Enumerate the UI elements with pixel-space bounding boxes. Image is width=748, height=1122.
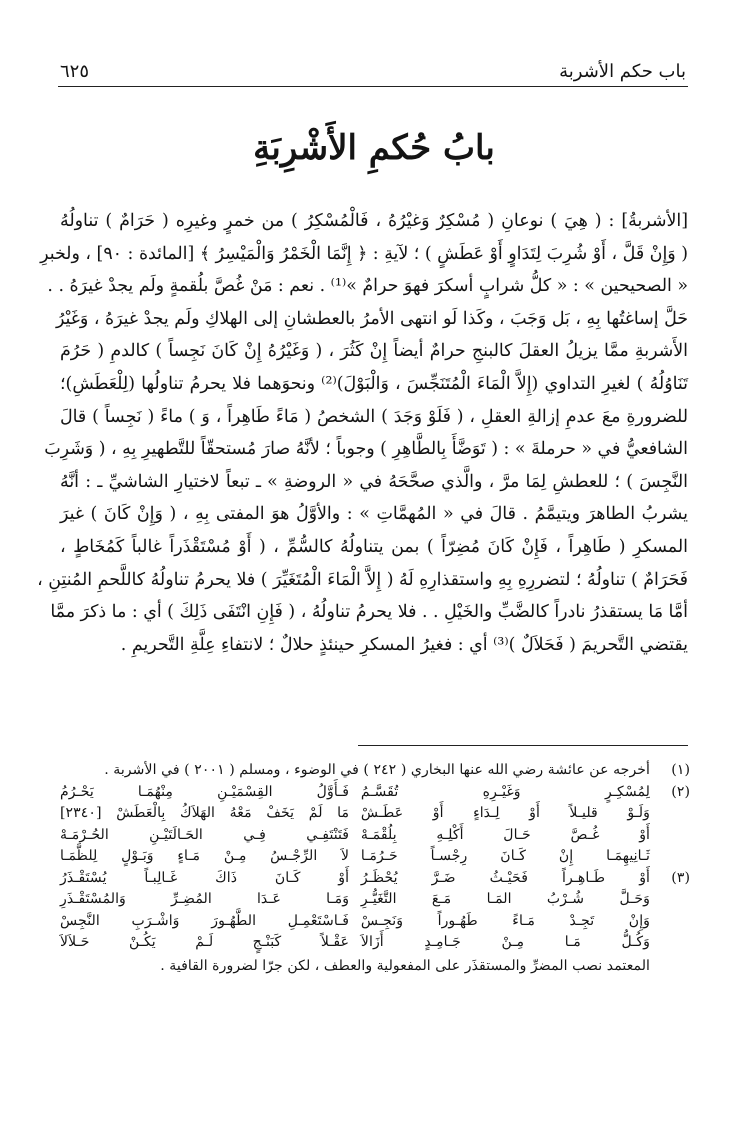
text-line: للضرورةِ معَ عدمِ إزالةِ العقلِ ، ( فَلَوْ وَجَدَ ) الشخصُ ( مَاءً طَاهِراً ، وَ ) ماءً ( نَجِساً ) قالَ	[60, 406, 688, 427]
verse-line	[60, 825, 650, 847]
verse-block	[60, 782, 650, 868]
text-line: المسكرِ ( طَاهِراً ، فَإِنْ كَانَ مُضِرّاً ) بمن يتناولُهُ كالسُّمِّ ، ( أَوْ مُسْتَقْذَراً غالباً كَمُخَاطٍ ،	[60, 536, 688, 557]
footnote-number: (٣)	[671, 869, 690, 886]
verse-hemistich: وَكُـلُّ مَـا مِـنْ جَـامِـدٍ أَزَالاَ	[360, 934, 650, 950]
text-line: [الأشربةُ] : ( هِيَ ) نوعانِ ( مُسْكِرٌ وَغيْرُهُ ، فَالْمُسْكِرُ ) من خمرٍ وغيرِه ( حَرَامٌ ) تناولُهُ	[60, 211, 688, 231]
verse-line	[60, 803, 650, 825]
text-line: الشافعيُّ في « حرملةَ » : ( تَوَضَّأَ بِالطَّاهِرِ ) وجوباً ؛ لأنَّهُ صارَ مُستحقّاً للتَّطهيرِ بِهِ ، ( وَشَرِبَ	[44, 439, 688, 460]
text-line: يشربُ الطاهرَ ويتيمَّمُ . قالَ في « المُهمَّاتِ » : والأوَّلُ هوَ المفتى بِهِ ، ( وَإِنْ كَانَ ) غيرَ	[60, 504, 688, 525]
verse-line	[60, 782, 650, 804]
text-line: يقتضي التَّحريمَ ( فَحَلاَلٌ )⁽³⁾ أي : فغيرُ المسكرِ حينئذٍ حلالٌ ؛ لانتفاءِ عِلَّةِ التَّحريمِ .	[120, 634, 688, 655]
verse-line	[60, 846, 650, 868]
text-line: النَّجِسَ ) ؛ للعطشِ لِمَا مرَّ ، والَّذي صحَّحَهُ في « الروضةِ » ـ تبعاً لاختيارِ الشاشيِّ ـ : أنَّهُ	[60, 471, 688, 492]
text-line: الأَشربةِ ممَّا يزيلُ العقلَ كالبنجِ حرامٌ أيضاً إِنْ كَثُرَ ، ( وَغَيْرُهُ إِنْ كَانَ نَجِساً ) كالدمِ ( حَرُمَ	[60, 341, 688, 362]
verse-hemistich: أَوْ غُـصَّ حَـالَ أَكْلِـهِ بِلُقْمَـهْ	[360, 826, 650, 843]
verse-block	[60, 868, 650, 954]
verse-hemistich: وَلَـوْ قليـلاً أَوْ لِـدَاءٍ أَوْ عَطَـشْ	[360, 805, 650, 821]
header-rule	[58, 86, 688, 87]
verse-line	[60, 932, 650, 954]
verse-hemistich: فَتَنْتَفِـي فِـي الحَـالَتَيْـنِ الحُـرْمَـهْ	[60, 826, 350, 843]
verse-hemistich: أَوْ كَـانَ ذَاكَ غَـالِبـاً يُسْتَقْـذَرُ	[60, 869, 350, 886]
chapter-header: باب حكم الأشربة	[559, 61, 686, 82]
footnote-text: أخرجه عن عائشة رضي الله عنها البخاري ( ٢٤٢ ) في الوضوء ، ومسلم ( ٢٠٠١ ) في الأشربة .	[104, 762, 650, 778]
verse-hemistich: ثَـانِيهِمَـا إِنْ كَـانَ رِجْسـاً حَـرُمَـا	[360, 848, 650, 864]
footnote-note: المعتمد نصب المضرِّ والمستقذَر على المفعولية والعطف ، لكن جرّا لضرورة القافية .	[160, 957, 650, 974]
main-text	[37, 205, 688, 661]
footnote-1	[60, 760, 690, 782]
footnote-2	[60, 782, 690, 868]
text-line: « الصحيحين » : « كلُّ شرابٍ أسكرَ فهوَ حرامٌ »⁽¹⁾ . نعم : مَنْ غُصَّ بلُقمةٍ ولَم يجدْ غيرَهُ . .	[47, 276, 688, 297]
verse-hemistich: عَقْـلاً كَبَنْـجٍ لَـمْ يَكُـنْ حَـلاَلاَ	[60, 934, 350, 950]
verse-hemistich: وَمَـا عَـدَا المُضِـرِّ وَالمُسْتَقْـذَرِ	[60, 891, 350, 907]
footnote-rule	[358, 745, 688, 746]
verse-hemistich: فَـاسْتَعْمِـلِ الطَّهُـورَ وَاشْـرَبِ النَّجِسْ	[60, 912, 350, 929]
verse-hemistich: وَإِنْ تَجِـدْ مَـاءً طَهُـوراً وَنَجِـسْ	[360, 912, 650, 929]
verse-hemistich: لِمُسْكِـرٍ وَغَيْـرِهِ تُقَسَّـمُ	[360, 783, 650, 800]
verse-line	[60, 889, 650, 911]
verse-hemistich: وَحَـلَّ شُـرْبُ المَـا مَـعَ التَّغَيُّـرِ	[360, 891, 650, 907]
footnote-number: (٢)	[671, 783, 690, 800]
verse-hemistich: أَوْ طَـاهِـراً فَحَيْـثُ ضَـرَّ يُحْظَـرُ	[360, 869, 650, 886]
text-line: حَلَّ إساغتُها بِهِ ، بَل وَجَبَ ، وكَذا لَو انتهى الأمرُ بالعطشانِ إلى الهلاكِ ولَم يجدْ غيرَهُ ، وَغَيْرُ	[55, 308, 688, 329]
text-line: تَنَاوُلُهُ ) لغيرِ التداوي (إِلاَّ الْمَاءَ الْمُتَنَجِّسَ ، وَالْبَوْلَ)⁽²⁾ ونحوَهما فلا يحرمُ تناولُها (لِلْعَطَشِ)؛	[60, 373, 688, 394]
footnotes	[60, 760, 690, 977]
running-header	[60, 48, 686, 82]
footnote-number: (١)	[671, 762, 690, 778]
chapter-title: بابُ حُكمِ الأَشْرِبَةِ	[253, 128, 495, 168]
footnote-3	[60, 868, 690, 954]
verse-hemistich: مَا لَمْ يَخَفْ مَعْهُ الهَلاَكُ بِالْعَطَشْ [٢٣٤٠]	[60, 805, 350, 821]
verse-line	[60, 868, 650, 890]
text-line: فَحَرَامٌ ) تناولُهُ ؛ لتضررِهِ بِهِ واستقذارِهِ لَهُ ( إِلاَّ الْمَاءَ الْمُتَغَيِّرَ ) فلا يحرمُ تناولُهُ كاللَّحمِ المُنتِنِ ،	[37, 569, 688, 590]
text-line: ( وَإِنْ قَلَّ ، أَوْ شُرِبَ لِتَدَاوٍ أَوْ عَطَشٍ ) ؛ لآيةِ : ﴿ إِنَّمَا الْخَمْرُ وَالْمَيْسِرُ ﴾ [المائدة : ٩٠] ، ولخبرِ	[40, 243, 688, 264]
verse-line	[60, 911, 650, 933]
page-number: ٦٢٥	[60, 61, 90, 82]
verse-hemistich: لاَ الرِّجْـسُ مِـنْ مَـاءٍ وَبَـوْلٍ لِلظَّمَـا	[60, 848, 350, 864]
verse-hemistich: فَـأَوَّلُ القِسْمَيْـنِ مِنْهُمَـا يَحْـرُمُ	[60, 783, 350, 800]
text-line: أمَّا مَا يستقذرُ نادراً كالضَّبِّ والخَيْلِ . . فلا يحرمُ تناولُهُ ، ( فَإِنِ انْتَفَى ذَلِكَ ) أي : ما ذكرَ ممَّا	[50, 602, 688, 623]
